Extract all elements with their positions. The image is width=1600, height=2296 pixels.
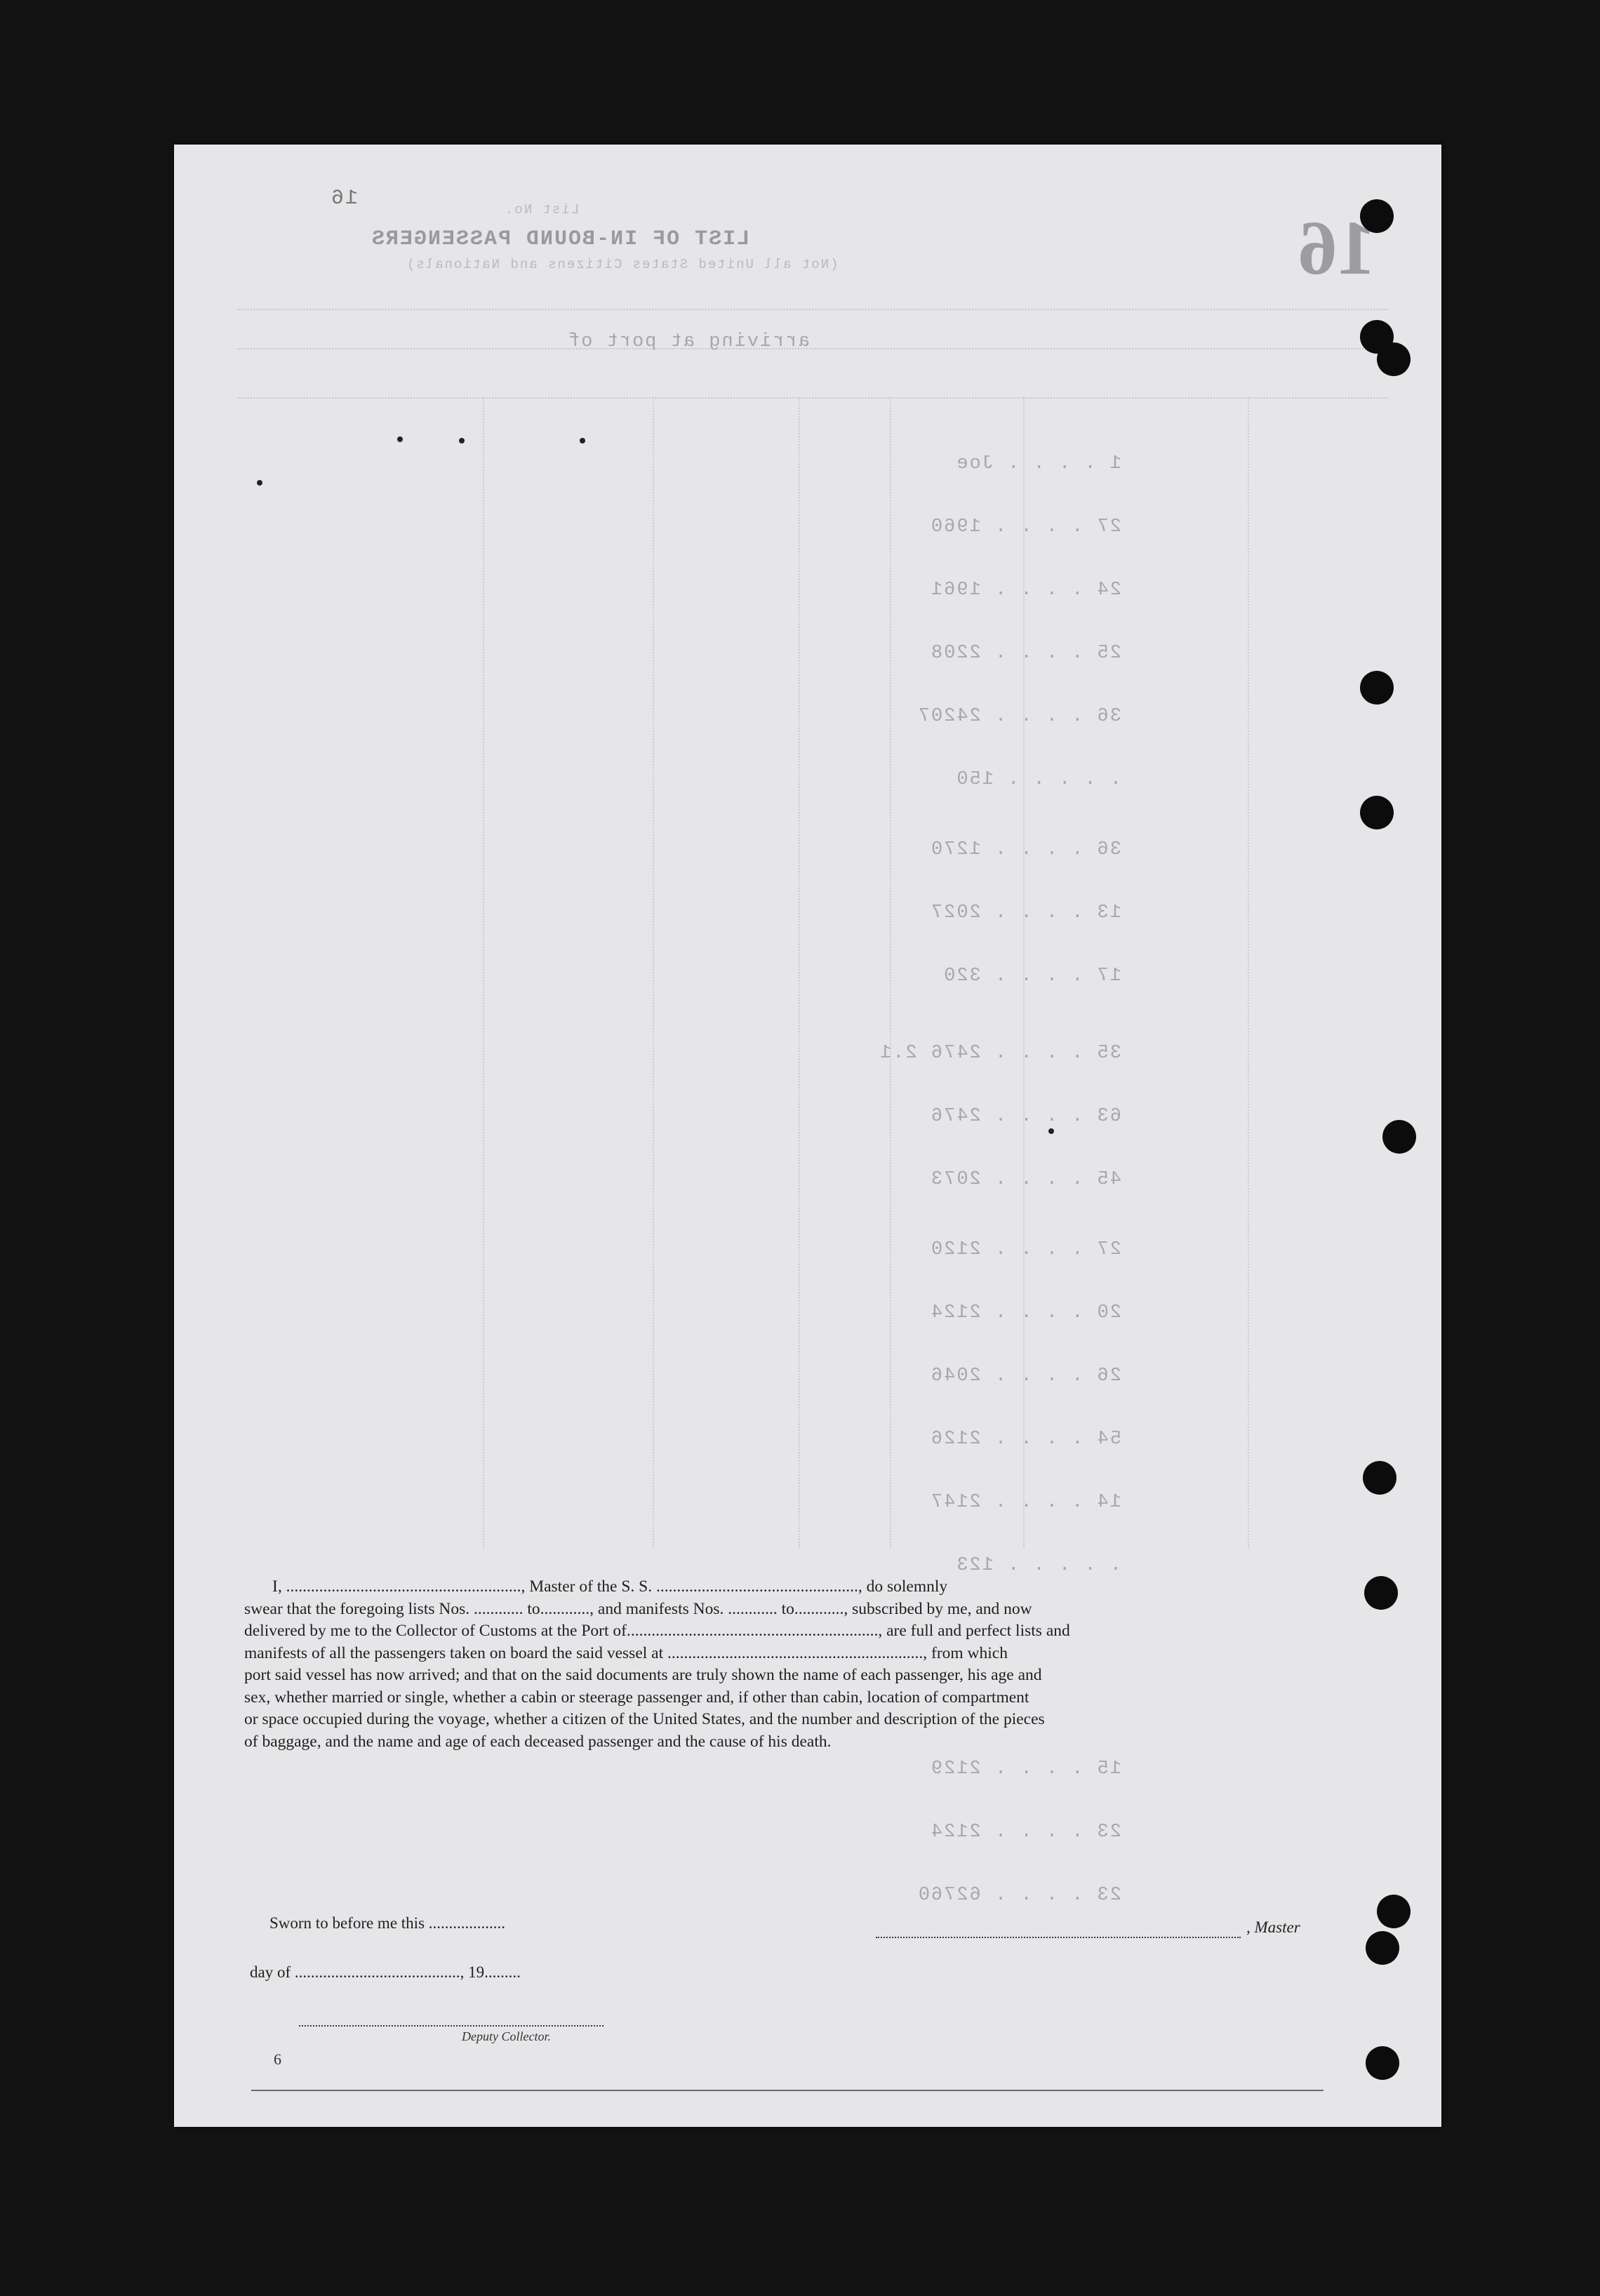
ghost-row: 27 . . . . 1960 xyxy=(929,516,1121,538)
binder-hole xyxy=(1377,342,1411,376)
ghost-number-top-right: 16 xyxy=(1298,205,1375,291)
manifest-page xyxy=(174,145,1441,2127)
binder-hole xyxy=(1364,1576,1398,1610)
oath-line: manifests of all the passengers taken on board the said vessel at .............................................................., from which xyxy=(244,1643,1008,1662)
master-oath xyxy=(244,1576,1353,1753)
ghost-row: 54 . . . . 2126 xyxy=(929,1429,1121,1450)
ghost-row: 23 . . . . 2124 xyxy=(929,1822,1121,1843)
ghost-row: 14 . . . . 2147 xyxy=(929,1492,1121,1513)
ghost-row: 13 . . . . 2027 xyxy=(929,902,1121,923)
ghost-row: . . . . . 123 xyxy=(955,1555,1121,1576)
binder-hole xyxy=(1363,1461,1396,1495)
day-of-line: day of ........................................., 19......... xyxy=(250,1963,521,1981)
oath-line: or space occupied during the voyage, whether a citizen of the United States, and the number and description of the pieces xyxy=(244,1710,1045,1728)
ghost-row: 15 . . . . 2129 xyxy=(929,1758,1121,1780)
ink-speck xyxy=(257,480,262,486)
ghost-rule xyxy=(237,309,1388,310)
oath-line: of baggage, and the name and age of each deceased passenger and the cause of his death. xyxy=(244,1732,832,1751)
ghost-subtitle: (Not all United States Citizens and Nationals) xyxy=(406,257,839,272)
ink-speck xyxy=(580,438,585,443)
ghost-row: 35 . . . . 2476 2.1 xyxy=(879,1043,1121,1064)
master-signature-line xyxy=(876,1937,1241,1938)
ghost-row: 26 . . . . 2046 xyxy=(929,1366,1121,1387)
ink-speck xyxy=(459,438,465,443)
binder-hole xyxy=(1382,1120,1416,1154)
oath-line: delivered by me to the Collector of Customs at the Port of............................................................., are full and perfect lists and xyxy=(244,1622,1070,1640)
oath-line: I, ........................................................., Master of the S. S. ................................................., do solemnly xyxy=(272,1577,948,1596)
ghost-row: 25 . . . . 2208 xyxy=(929,643,1121,664)
ghost-row: 17 . . . . 320 xyxy=(942,966,1121,987)
ghost-arriving: arriving at port of xyxy=(567,331,810,352)
master-label: , Master xyxy=(1246,1918,1300,1936)
binder-hole xyxy=(1377,1895,1411,1928)
ghost-list-no: List No. xyxy=(504,202,580,218)
binder-hole xyxy=(1366,1931,1399,1965)
ghost-title: LIST OF IN-BOUND PASSENGERS xyxy=(371,227,750,251)
ghost-row: 27 . . . . 2120 xyxy=(929,1239,1121,1260)
ghost-num-left: 16 xyxy=(330,187,359,211)
sworn-before-me: Sworn to before me this ................... xyxy=(269,1914,506,1932)
ink-speck xyxy=(397,436,403,442)
bottom-rule xyxy=(251,2090,1324,2091)
ghost-rule xyxy=(237,397,1388,399)
deputy-collector-label: Deputy Collector. xyxy=(462,2029,551,2043)
deputy-signature-line xyxy=(299,2025,604,2027)
ghost-column-rule xyxy=(653,397,654,1548)
ink-speck xyxy=(1048,1128,1054,1134)
page-number: 6 xyxy=(274,2050,281,2068)
ghost-row: . . . . . 150 xyxy=(955,769,1121,790)
ghost-row: 36 . . . . 24207 xyxy=(916,706,1121,727)
ghost-row: 1 . . . . Joe xyxy=(955,453,1121,474)
oath-line: sex, whether married or single, whether a cabin or steerage passenger and, if other than cabin, location of compartment xyxy=(244,1688,1029,1707)
binder-hole xyxy=(1360,796,1394,829)
binder-hole xyxy=(1366,2046,1399,2080)
oath-line: swear that the foregoing lists Nos. ............ to............, and manifests Nos. ............ to............, subscribed by me, and now xyxy=(244,1599,1032,1618)
ghost-rule xyxy=(237,348,1388,349)
ghost-row: 45 . . . . 2073 xyxy=(929,1169,1121,1190)
ghost-row: 63 . . . . 2476 xyxy=(929,1106,1121,1127)
binder-hole xyxy=(1360,671,1394,705)
ghost-row: 23 . . . . 62760 xyxy=(916,1885,1121,1906)
oath-line: port said vessel has now arrived; and that on the said documents are truly shown the name of each passenger, his age and xyxy=(244,1666,1042,1684)
ghost-row: 36 . . . . 1270 xyxy=(929,839,1121,860)
ghost-column-rule xyxy=(483,397,484,1548)
ghost-column-rule xyxy=(1248,397,1249,1548)
ghost-row: 20 . . . . 2124 xyxy=(929,1302,1121,1323)
ghost-row: 24 . . . . 1961 xyxy=(929,580,1121,601)
